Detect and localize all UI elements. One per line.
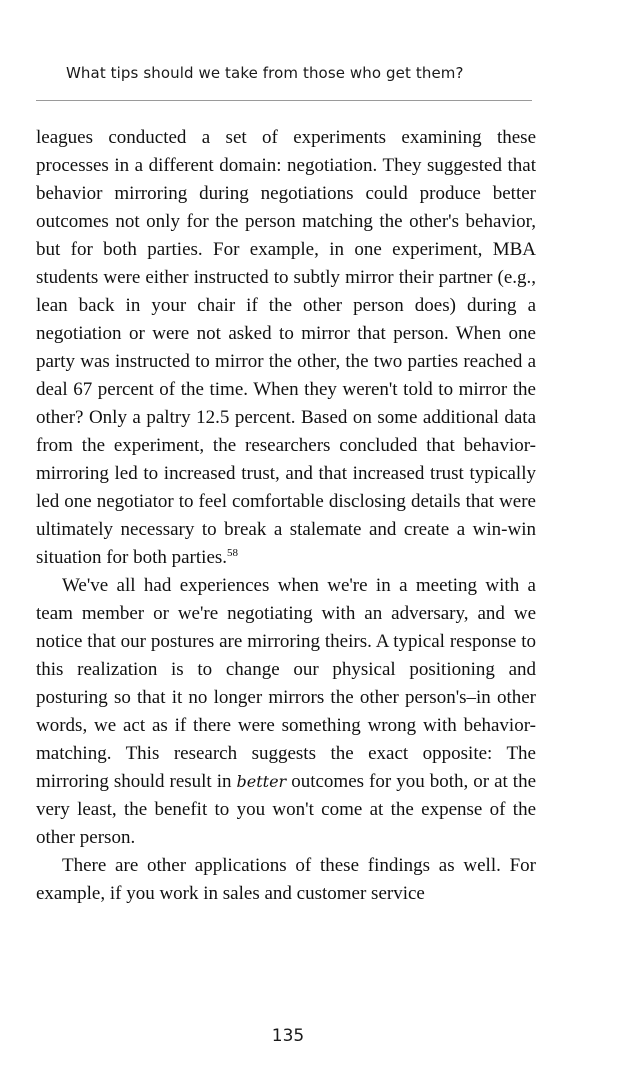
- paragraph-3: [36, 852, 536, 908]
- header-rule: [36, 100, 532, 101]
- running-head: What tips should we take from those who get them?: [66, 64, 464, 82]
- body-text: [36, 124, 536, 908]
- page-number: 135: [271, 1026, 305, 1046]
- paragraph-3-text: There are other applications of these findings as well. For example, if you work in sales and customer service: [36, 855, 536, 904]
- emphasized-word: better: [236, 772, 287, 791]
- paragraph-1: [36, 124, 536, 572]
- paragraph-1-text: leagues conducted a set of experiments examining these processes in a different domain: negotiation. They suggested that behavior mirroring during negotiations could produce better outcomes not only for the person matching the other's behavior, but for both parties. For example, in one experiment, MBA students were either instructed to subtly mirror their partner (e.g., lean back in your chair if the other person does) during a negotiation or were not asked to mirror that person. When one party was instructed to mirror the other, the two parties reached a deal 67 percent of the time. When they weren't told to mirror the other? Only a paltry 12.5 percent. Based on some additional data from the experiment, the researchers concluded that behavior-mirroring led to increased trust, and that increased trust typically led one negotiator to feel comfortable disclosing details that were ultimately necessary to break a stalemate and create a win-win situation for both parties.: [36, 127, 536, 568]
- paragraph-2: [36, 572, 536, 852]
- footnote-reference: 58: [227, 547, 239, 559]
- paragraph-2-text-before: We've all had experiences when we're in a meeting with a team member or we're negotiating with an adversary, and we notice that our postures are mirroring theirs. A typical response to this realization is to change our physical positioning and posturing so that it no longer mirrors the other person's–in other words, we act as if there were something wrong with behavior-matching. This research suggests the exact opposite: The mirroring should result in: [36, 575, 536, 792]
- paragraph-2-text-after: outcomes for you both, or at the very least, the benefit to you won't come at the expense of the other person.: [36, 771, 537, 848]
